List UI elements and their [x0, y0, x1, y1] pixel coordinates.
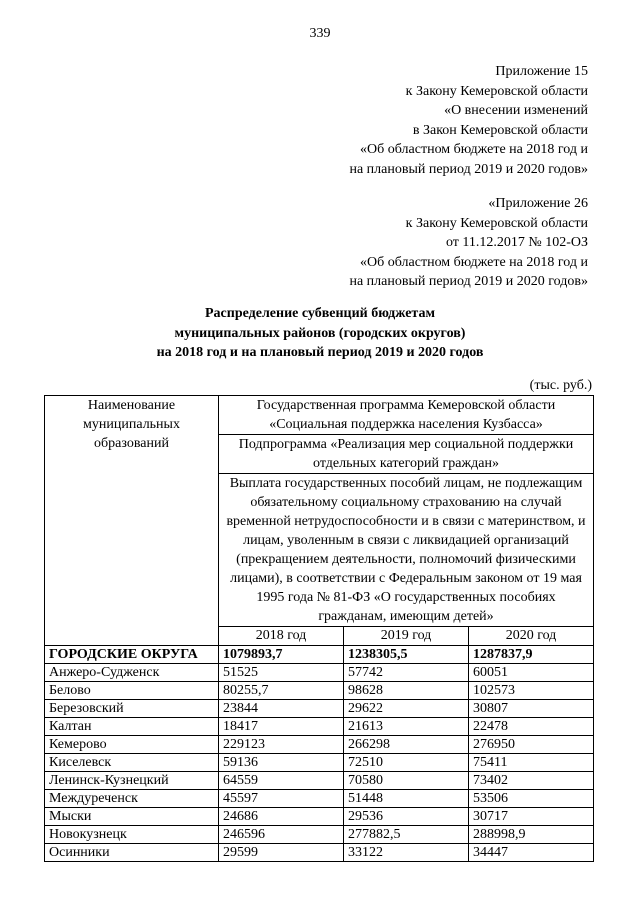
appendix-line: в Закон Кемеровской области — [412, 122, 588, 138]
appendix-line: «Приложение 26 — [488, 196, 588, 211]
measure-header: Выплата государственных пособий лицам, не подлежащим обязательному социальному страхованию на случай временной нетрудоспособности и в связи с материнством, и лицам, уволенным в связи с ликвидацией организаций (прекращением деятельности, полномочий физическими лицами), в соответствии с Федеральным законом от 19 мая 1995 года № 81-ФЗ «О государственных пособиях гражданам, имеющим детей» — [219, 474, 594, 627]
municipality-name-cell: Ленинск-Кузнецкий — [45, 772, 219, 790]
appendix-line: к Закону Кемеровской области — [405, 215, 588, 231]
value-2018-cell: 23844 — [219, 700, 344, 718]
value-2018-cell: 51525 — [219, 664, 344, 682]
subsidy-table — [44, 395, 594, 862]
value-2018-cell: 80255,7 — [219, 682, 344, 700]
value-2019-cell: 33122 — [344, 844, 469, 862]
appendix-line: от 11.12.2017 № 102-ОЗ — [445, 235, 588, 251]
table-total-row — [45, 646, 594, 664]
value-2020-cell: 276950 — [469, 736, 594, 754]
value-2019-cell: 70580 — [344, 772, 469, 790]
table-row — [45, 754, 594, 772]
appendix-line: Приложение 15 — [495, 64, 588, 79]
table-row — [45, 700, 594, 718]
value-2019-cell: 1238305,5 — [344, 646, 469, 664]
title-line: муниципальных районов (городских округов) — [174, 325, 466, 341]
municipality-name-cell: Белово — [45, 682, 219, 700]
municipality-name-cell: Анжеро-Судженск — [45, 664, 219, 682]
value-2020-cell: 60051 — [469, 664, 594, 682]
value-2020-cell: 53506 — [469, 790, 594, 808]
value-2018-cell: 59136 — [219, 754, 344, 772]
title-line: Распределение субвенций бюджетам — [205, 306, 435, 321]
value-2018-cell: 246596 — [219, 826, 344, 844]
value-2020-cell: 288998,9 — [469, 826, 594, 844]
year-header-2019: 2019 год — [344, 627, 469, 646]
subprogram-header: Подпрограмма «Реализация мер социальной поддержки отдельных категорий граждан» — [219, 435, 594, 474]
value-2019-cell: 51448 — [344, 790, 469, 808]
program-header: Государственная программа Кемеровской области «Социальная поддержка населения Кузбасса» — [219, 396, 594, 435]
table-row — [45, 808, 594, 826]
unit-label: (тыс. руб.) — [529, 378, 592, 393]
value-2019-cell: 72510 — [344, 754, 469, 772]
appendix-header-15 — [349, 62, 588, 180]
year-header-2020: 2020 год — [469, 627, 594, 646]
appendix-line: «О внесении изменений — [444, 103, 588, 119]
appendix-header-26 — [349, 194, 588, 292]
value-2018-cell: 64559 — [219, 772, 344, 790]
municipality-name-cell: Кемерово — [45, 736, 219, 754]
table-row — [45, 718, 594, 736]
value-2019-cell: 21613 — [344, 718, 469, 736]
appendix-line: «Об областном бюджете на 2018 год и — [360, 142, 588, 158]
municipality-name-cell: Киселевск — [45, 754, 219, 772]
municipality-name-cell: Березовский — [45, 700, 219, 718]
name-column-header: Наименование муниципальных образований — [45, 396, 219, 646]
table-row — [45, 736, 594, 754]
table-row — [45, 772, 594, 790]
value-2020-cell: 22478 — [469, 718, 594, 736]
table-row — [45, 844, 594, 862]
page-number: 339 — [309, 26, 331, 41]
municipality-name-cell: Мыски — [45, 808, 219, 826]
value-2019-cell: 98628 — [344, 682, 469, 700]
value-2020-cell: 34447 — [469, 844, 594, 862]
value-2020-cell: 30807 — [469, 700, 594, 718]
value-2019-cell: 29536 — [344, 808, 469, 826]
value-2020-cell: 73402 — [469, 772, 594, 790]
value-2018-cell: 1079893,7 — [219, 646, 344, 664]
value-2018-cell: 45597 — [219, 790, 344, 808]
value-2018-cell: 29599 — [219, 844, 344, 862]
appendix-line: на плановый период 2019 и 2020 годов» — [349, 161, 588, 177]
appendix-line: к Закону Кемеровской области — [405, 83, 588, 99]
table-row — [45, 682, 594, 700]
appendix-line: на плановый период 2019 и 2020 годов» — [349, 274, 588, 290]
value-2020-cell: 75411 — [469, 754, 594, 772]
value-2018-cell: 229123 — [219, 736, 344, 754]
value-2020-cell: 1287837,9 — [469, 646, 594, 664]
municipality-name-cell: ГОРОДСКИЕ ОКРУГА — [45, 646, 219, 664]
municipality-name-cell: Калтан — [45, 718, 219, 736]
value-2020-cell: 30717 — [469, 808, 594, 826]
value-2019-cell: 277882,5 — [344, 826, 469, 844]
table-row — [45, 826, 594, 844]
document-title — [0, 304, 640, 363]
table-row — [45, 790, 594, 808]
year-header-2018: 2018 год — [219, 627, 344, 646]
municipality-name-cell: Новокузнецк — [45, 826, 219, 844]
value-2018-cell: 18417 — [219, 718, 344, 736]
value-2020-cell: 102573 — [469, 682, 594, 700]
municipality-name-cell: Междуреченск — [45, 790, 219, 808]
appendix-line: «Об областном бюджете на 2018 год и — [360, 254, 588, 270]
value-2019-cell: 266298 — [344, 736, 469, 754]
table-row — [45, 664, 594, 682]
value-2019-cell: 29622 — [344, 700, 469, 718]
title-line: на 2018 год и на плановый период 2019 и 2020 годов — [156, 345, 484, 360]
value-2018-cell: 24686 — [219, 808, 344, 826]
value-2019-cell: 57742 — [344, 664, 469, 682]
municipality-name-cell: Осинники — [45, 844, 219, 862]
